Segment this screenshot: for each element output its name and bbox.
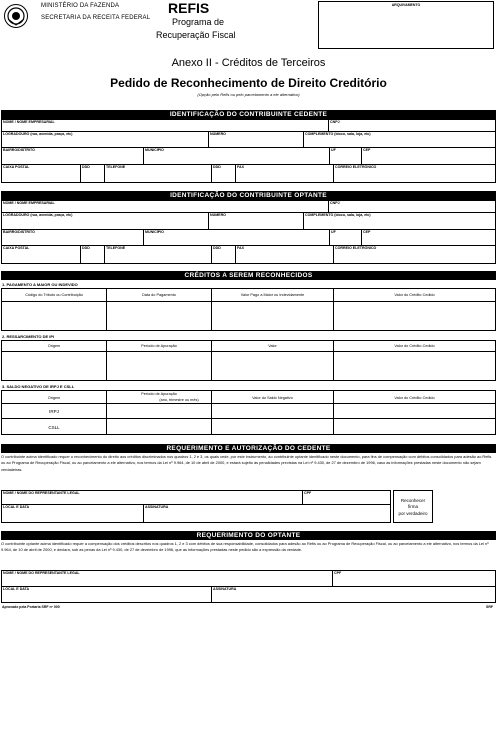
s1-col-1-header <box>1 288 107 302</box>
s3-row-csll-label <box>1 418 107 435</box>
field-label: MUNICÍPIO <box>145 230 164 234</box>
req-cedente-section-bar: REQUERIMENTO E AUTORIZAÇÃO DO CEDENTE <box>1 444 496 453</box>
annex-title: Anexo II - Créditos de Terceiros <box>171 57 326 69</box>
field-label: LOGRADOURO (rua, avenida, praça, etc) <box>3 213 73 217</box>
req-cedente-signature-field[interactable] <box>143 504 391 523</box>
section-1-title: 1. PAGAMENTO A MAIOR OU INDEVIDO <box>2 282 78 287</box>
field-label: CNPJ <box>330 201 340 205</box>
field-label: DDD <box>82 246 90 250</box>
req-optante-place-date-field[interactable] <box>1 586 212 603</box>
field-label: NÚMERO <box>210 132 226 136</box>
s1-entry-cell[interactable] <box>106 301 212 331</box>
column-header: Data do Pagamento <box>142 293 176 297</box>
column-header: Valor do Crédito Cedido <box>394 396 435 400</box>
optante-phone-field[interactable] <box>104 245 212 264</box>
field-label: DDD <box>82 165 90 169</box>
cedente-district-field[interactable] <box>1 147 144 165</box>
refis-subtitle-2: Recuperação Fiscal <box>156 30 236 40</box>
field-label: NOME / NOME EMPRESARIAL <box>3 201 55 205</box>
column-header: Origem <box>47 396 61 400</box>
notary-recognition-box <box>393 490 433 523</box>
section-2-title: 2. RESSARCIMENTO DE IPI <box>2 334 55 339</box>
field-label: DDD <box>213 165 221 169</box>
optante-email-field[interactable] <box>333 245 496 264</box>
s3-entry-cell[interactable] <box>106 418 212 435</box>
s2-entry-cell[interactable] <box>1 351 107 381</box>
section-3-title: 3. SALDO NEGATIVO DE IRPJ E CSLL <box>2 384 75 389</box>
req-cedente-name-field[interactable] <box>1 490 303 505</box>
footer-approval-note: Aprovado pela Portaria SRF nº 000 <box>2 605 60 609</box>
field-label: UF <box>331 230 336 234</box>
field-label: CAIXA POSTAL <box>3 246 30 250</box>
field-label: NOME / NOME DO REPRESENTANTE LEGAL <box>3 491 80 495</box>
creditos-section-bar: CRÉDITOS A SEREM RECONHECIDOS <box>1 271 496 280</box>
s3-entry-cell[interactable] <box>333 418 496 435</box>
optante-complement-field[interactable] <box>303 212 496 230</box>
s3-col-3-header <box>211 390 334 404</box>
req-optante-signature-field[interactable] <box>211 586 496 603</box>
column-header: Valor do Crédito Cedido <box>394 293 435 297</box>
refis-subtitle-1: Programa de <box>172 17 225 27</box>
s3-entry-cell[interactable] <box>333 403 496 419</box>
field-label: CNPJ <box>330 120 340 124</box>
s3-col-2-header <box>106 390 212 404</box>
field-label: LOGRADOURO (rua, avenida, praça, etc) <box>3 132 73 136</box>
coat-of-arms-icon <box>4 4 28 28</box>
field-label: COMPLEMENTO (bloco, sala, loja, etc) <box>305 132 371 136</box>
notary-text-line: por verdadeiro <box>398 511 428 516</box>
field-label: MUNICÍPIO <box>145 148 164 152</box>
s2-entry-cell[interactable] <box>333 351 496 381</box>
optante-section-bar: IDENTIFICAÇÃO DO CONTRIBUINTE OPTANTE <box>1 191 496 200</box>
req-optante-name-field[interactable] <box>1 570 333 587</box>
req-optante-cpf-field[interactable] <box>332 570 496 587</box>
cedente-number-field[interactable] <box>208 131 304 148</box>
secretariat-name: SECRETARIA DA RECEITA FEDERAL <box>41 15 151 21</box>
field-label: ASSINATURA <box>145 505 169 509</box>
field-label: FAX <box>237 246 244 250</box>
req-optante-section-bar: REQUERIMENTO DO OPTANTE <box>1 531 496 540</box>
optante-ddd2-field[interactable] <box>211 245 236 264</box>
optante-fax-field[interactable] <box>235 245 334 264</box>
refis-title: REFIS <box>168 0 210 16</box>
ministry-name: MINISTÉRIO DA FAZENDA <box>41 3 120 9</box>
field-label: CORREIO ELETRÔNICO <box>335 165 377 169</box>
filing-stamp-label: ARQUIVAMENTO <box>391 3 421 7</box>
field-label: CORREIO ELETRÔNICO <box>335 246 377 250</box>
s3-col-1-header <box>1 390 107 404</box>
field-label: TELEFONE <box>106 165 126 169</box>
form-title: Pedido de Reconhecimento de Direito Creditório <box>110 76 387 90</box>
s2-entry-cell[interactable] <box>106 351 212 381</box>
field-label: FAX <box>237 165 244 169</box>
s1-col-4-header <box>333 288 496 302</box>
s1-col-3-header <box>211 288 334 302</box>
optante-city-field[interactable] <box>143 229 330 246</box>
cedente-cep-field[interactable] <box>361 147 496 165</box>
form-subtitle: (Opção pelo Refis ou pelo parcelamento a ele alternativo) <box>197 92 300 97</box>
s2-entry-cell[interactable] <box>211 351 334 381</box>
column-header: Valor Pago a Maior ou Indevidamente <box>240 293 305 297</box>
cedente-ddd2-field[interactable] <box>211 164 236 183</box>
req-optante-text: O contribuinte optante acima identificado requer a compensação dos créditos descritos nos quadros 1, 2 e 3 com débitos de sua responsabilidade, consolidados para adesão ao Refis ou ao Programa de Recuperação Fiscal, ou ao parcelamento a ele alternativo, nos termos da Lei nº 9.964, de 10 de abril de 2000, e declara, sob as penas da Lei nº 9.430, de 27 de dezembro de 1996, que as informações prestadas neste pedido são a expressão da verdade. <box>1 541 489 553</box>
column-header: Período de Apuração <box>141 344 177 348</box>
s3-entry-cell[interactable] <box>211 418 334 435</box>
field-label: UF <box>331 148 336 152</box>
field-label: NOME / NOME EMPRESARIAL <box>3 120 55 124</box>
field-label: BAIRRO/DISTRITO <box>3 230 35 234</box>
column-header: Valor do Crédito Cedido <box>394 344 435 348</box>
cedente-uf-field[interactable] <box>329 147 362 165</box>
field-label: NÚMERO <box>210 213 226 217</box>
column-header: Valor do Saldo Negativo <box>252 396 293 400</box>
s3-col-4-header <box>333 390 496 404</box>
req-cedente-place-date-field[interactable] <box>1 504 144 523</box>
s1-entry-cell[interactable] <box>333 301 496 331</box>
optante-district-field[interactable] <box>1 229 144 246</box>
req-cedente-text: O contribuinte acima identificado requer o reconhecimento do direito aos créditos discriminados nos quadros 1, 2 e 3, os quais cede, por este instrumento, ao contribuinte optante identificado neste documento, para fins de compensação com débitos consolidados para adesão ao Refis ou ao Programa de Recuperação Fiscal, ou ao parcelamento a ele alternativo, nos termos da Lei nº 9.964, de 10 de abril de 2000, e estará sujeito às penalidades previstas na Lei nº 9.430, de 27 de dezembro de 1996, caso as informações prestadas neste documento não sejam verdadeiras. <box>1 454 492 472</box>
column-header: Código do Tributo ou Contribuição <box>25 293 83 297</box>
column-header: Período de Apuração <box>141 392 177 396</box>
column-header: Origem <box>47 344 61 348</box>
optante-uf-field[interactable] <box>329 229 362 246</box>
row-label: IRPJ <box>49 409 59 414</box>
cedente-address-field[interactable] <box>1 131 209 148</box>
row-label: CSLL <box>48 425 60 430</box>
s1-col-2-header <box>106 288 212 302</box>
field-label: CEP <box>363 148 371 152</box>
field-label: TELEFONE <box>106 246 126 250</box>
field-label: DDD <box>213 246 221 250</box>
field-label: CEP <box>363 230 371 234</box>
req-cedente-cpf-field[interactable] <box>302 490 391 505</box>
optante-cep-field[interactable] <box>361 229 496 246</box>
column-header-note: (ano, trimestre ou mês) <box>159 398 199 402</box>
s3-entry-cell[interactable] <box>211 403 334 419</box>
field-label: BAIRRO/DISTRITO <box>3 148 35 152</box>
field-label: ASSINATURA <box>213 587 237 591</box>
cedente-city-field[interactable] <box>143 147 330 165</box>
cedente-fax-field[interactable] <box>235 164 334 183</box>
cedente-section-bar: IDENTIFICAÇÃO DO CONTRIBUINTE CEDENTE <box>1 110 496 119</box>
cedente-phone-field[interactable] <box>104 164 212 183</box>
notary-text-line: Reconhecer <box>400 498 426 503</box>
field-label: LOCAL E DATA <box>3 505 30 509</box>
s1-entry-cell[interactable] <box>1 301 107 331</box>
field-label: CAIXA POSTAL <box>3 165 30 169</box>
cedente-pobox-field[interactable] <box>1 164 81 183</box>
s1-entry-cell[interactable] <box>211 301 334 331</box>
cedente-email-field[interactable] <box>333 164 496 183</box>
field-label: CPF <box>304 491 312 495</box>
optante-number-field[interactable] <box>208 212 304 230</box>
optante-address-field[interactable] <box>1 212 209 230</box>
s3-entry-cell[interactable] <box>106 403 212 419</box>
s3-row-irpj-label <box>1 403 107 419</box>
optante-pobox-field[interactable] <box>1 245 81 264</box>
column-header: Valor <box>268 344 277 348</box>
field-label: CPF <box>334 571 342 575</box>
footer-form-code: SRF <box>486 605 493 609</box>
notary-text-line: firma <box>408 504 418 509</box>
field-label: COMPLEMENTO (bloco, sala, loja, etc) <box>305 213 371 217</box>
cedente-complement-field[interactable] <box>303 131 496 148</box>
field-label: NOME / NOME DO REPRESENTANTE LEGAL <box>3 571 80 575</box>
filing-stamp-box <box>318 1 494 49</box>
cedente-ddd-field[interactable] <box>80 164 105 183</box>
optante-ddd-field[interactable] <box>80 245 105 264</box>
field-label: LOCAL E DATA <box>3 587 30 591</box>
